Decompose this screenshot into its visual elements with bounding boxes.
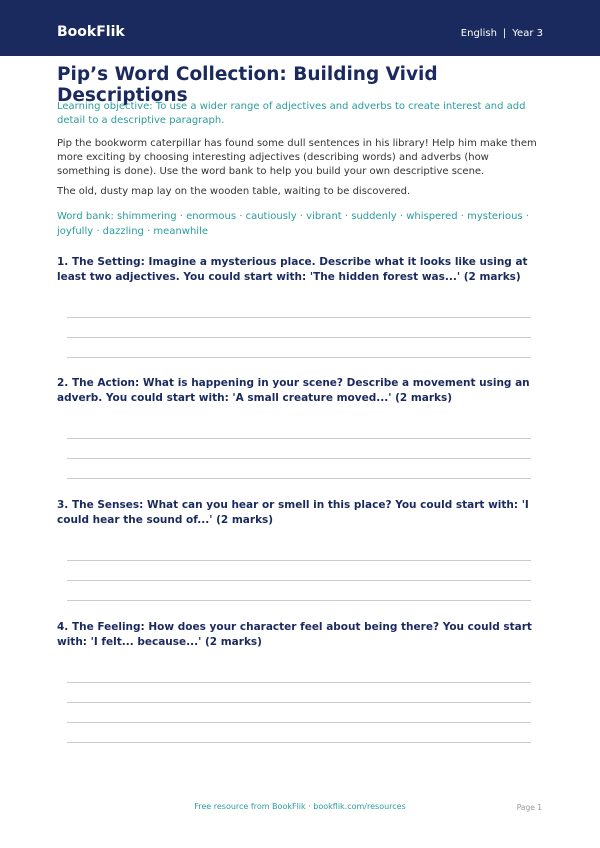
answer-line[interactable] xyxy=(67,742,531,743)
answer-line[interactable] xyxy=(67,458,531,459)
brand-logo: BookFlik xyxy=(57,24,125,40)
answer-line[interactable] xyxy=(67,702,531,703)
example-sentence: The old, dusty map lay on the wooden table, waiting to be discovered. xyxy=(57,186,411,197)
answer-line[interactable] xyxy=(67,337,531,338)
answer-line[interactable] xyxy=(67,600,531,601)
answer-line[interactable] xyxy=(67,438,531,439)
meta-separator: | xyxy=(502,28,507,39)
answer-line[interactable] xyxy=(67,357,531,358)
learning-objective: Learning objective: To use a wider range of adjectives and adverbs to create interest and add detail to a descriptive paragraph. xyxy=(57,101,526,126)
answer-line[interactable] xyxy=(67,682,531,683)
footer-resource-link[interactable]: Free resource from BookFlik · bookflik.com/resources xyxy=(194,802,406,811)
answer-line[interactable] xyxy=(67,478,531,479)
answer-line[interactable] xyxy=(67,722,531,723)
question-2: 2. The Action: What is happening in your scene? Describe a movement using an adverb. You could start with: 'A small creature moved...' (2 marks) xyxy=(57,377,530,404)
word-bank: Word bank: shimmering · enormous · cautiously · vibrant · suddenly · whispered · mysterious · joyfully · dazzling · meanwhile xyxy=(57,211,529,237)
worksheet-title: Pip’s Word Collection: Building Vivid Descriptions xyxy=(57,64,438,106)
intro-paragraph: Pip the bookworm caterpillar has found some dull sentences in his library! Help him make them more exciting by choosing interesting adjectives (describing words) and adverbs (how something is done). Use the word bank to help you build your own descriptive scene. xyxy=(57,138,537,177)
answer-line[interactable] xyxy=(67,580,531,581)
question-3: 3. The Senses: What can you hear or smell in this place? You could start with: 'I could hear the sound of...' (2 marks) xyxy=(57,499,529,526)
question-1: 1. The Setting: Imagine a mysterious place. Describe what it looks like using at least two adjectives. You could start with: 'The hidden forest was...' (2 marks) xyxy=(57,256,528,283)
answer-line[interactable] xyxy=(67,317,531,318)
page-header xyxy=(0,0,600,56)
subject-label: English xyxy=(460,28,497,39)
subject-year xyxy=(461,28,543,39)
question-4: 4. The Feeling: How does your character feel about being there? You could start with: 'I felt... because...' (2 marks) xyxy=(57,621,532,648)
page-number: Page 1 xyxy=(516,803,542,812)
year-label: Year 3 xyxy=(512,28,543,39)
answer-line[interactable] xyxy=(67,560,531,561)
